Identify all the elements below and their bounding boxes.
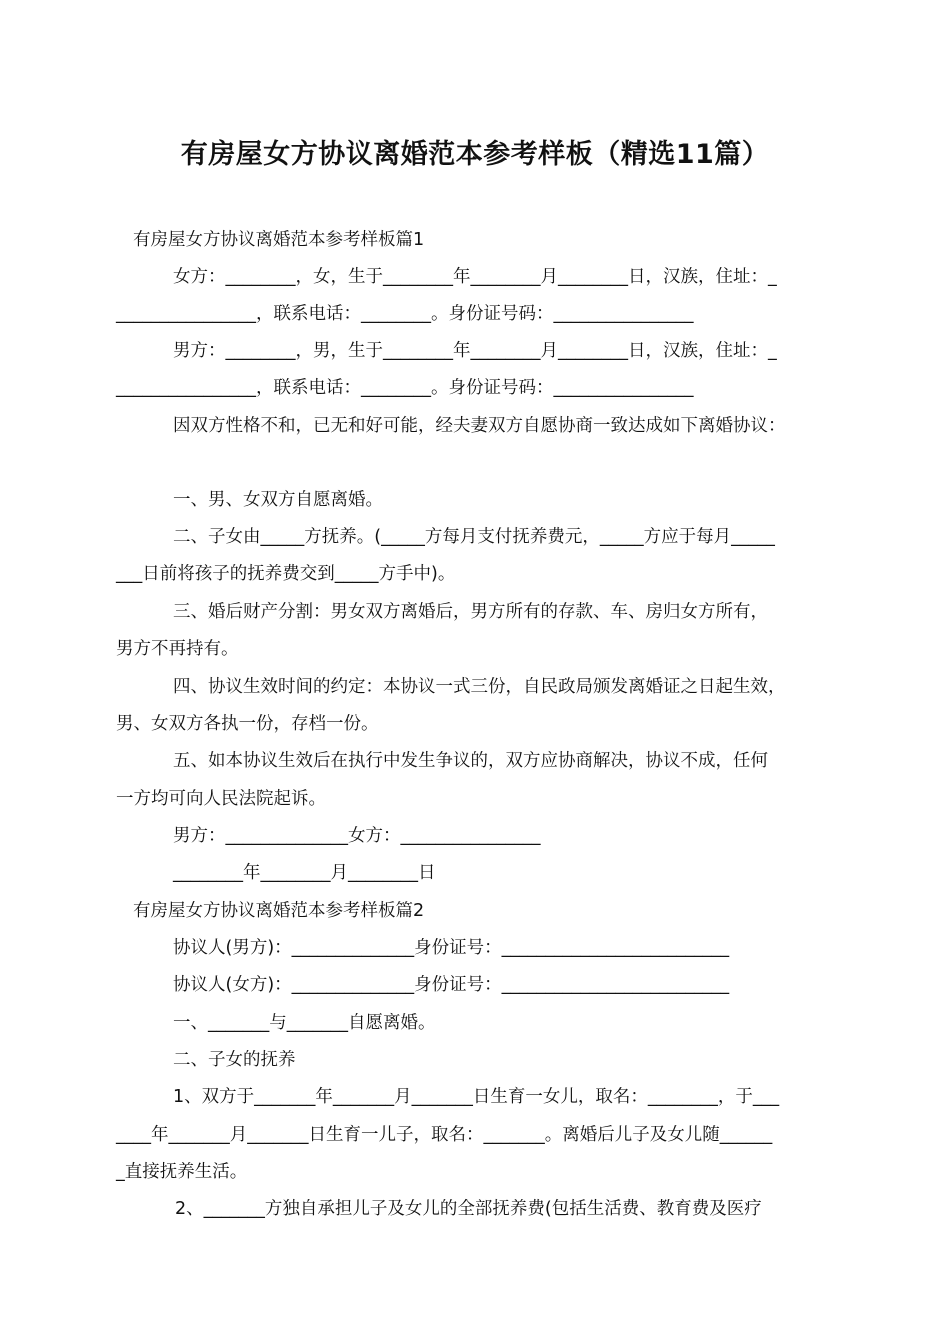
paragraph-line: 二、子女的抚养 bbox=[173, 1050, 296, 1070]
paragraph-line: 1、双方于_______年_______月_______日生育一女儿，取名：________，于___ bbox=[173, 1087, 780, 1107]
paragraph-line: 一方均可向人民法院起诉。 bbox=[116, 789, 326, 809]
paragraph-line: 一、_______与_______自愿离婚。 bbox=[173, 1013, 436, 1033]
paragraph-line: 协议人(男方)：______________身份证号：__________________________ bbox=[173, 938, 730, 958]
paragraph-line: 四、协议生效时间的约定：本协议一式三份，自民政局颁发离婚证之日起生效， bbox=[173, 677, 786, 697]
paragraph-line: 2、_______方独自承担儿子及女儿的全部抚养费(包括生活费、教育费及医疗 bbox=[175, 1199, 762, 1219]
paragraph-line: ___日前将孩子的抚养费交到_____方手中)。 bbox=[116, 564, 456, 584]
paragraph-line: 女方：________，女，生于________年________月________日，汉族，住址：_ bbox=[173, 267, 777, 287]
paragraph-line: 男方不再持有。 bbox=[116, 639, 239, 659]
paragraph-line: 二、子女由_____方抚养。(_____方每月支付抚养费元，_____方应于每月_____ bbox=[173, 527, 775, 547]
paragraph-line: _直接抚养生活。 bbox=[116, 1162, 248, 1182]
paragraph-line: ____年_______月_______日生育一儿子，取名：_______。离婚后儿子及女儿随______ bbox=[116, 1125, 773, 1145]
paragraph-line: 五、如本协议生效后在执行中发生争议的，双方应协商解决，协议不成，任何 bbox=[173, 751, 768, 771]
document-title: 有房屋女方协议离婚范本参考样板（精选11篇） bbox=[180, 139, 770, 170]
section-heading-2: 有房屋女方协议离婚范本参考样板篇2 bbox=[133, 901, 425, 921]
paragraph-line: 男、女双方各执一份，存档一份。 bbox=[116, 714, 379, 734]
paragraph-line: 三、婚后财产分割：男女双方离婚后，男方所有的存款、车、房归女方所有， bbox=[173, 602, 768, 622]
paragraph-line: ________________，联系电话：________。身份证号码：________________ bbox=[116, 304, 694, 324]
date-line: ________年________月________日 bbox=[173, 863, 436, 883]
paragraph-line: ________________，联系电话：________。身份证号码：________________ bbox=[116, 378, 694, 398]
paragraph-line: 协议人(女方)：______________身份证号：__________________________ bbox=[173, 975, 730, 995]
signature-line: 男方：______________女方：________________ bbox=[173, 826, 541, 846]
paragraph-line: 一、男、女双方自愿离婚。 bbox=[173, 490, 383, 510]
section-heading-1: 有房屋女方协议离婚范本参考样板篇1 bbox=[133, 230, 425, 250]
paragraph-line: 男方：________，男，生于________年________月________日，汉族，住址：_ bbox=[173, 341, 777, 361]
paragraph-line: 因双方性格不和，已无和好可能，经夫妻双方自愿协商一致达成如下离婚协议： bbox=[173, 416, 786, 436]
